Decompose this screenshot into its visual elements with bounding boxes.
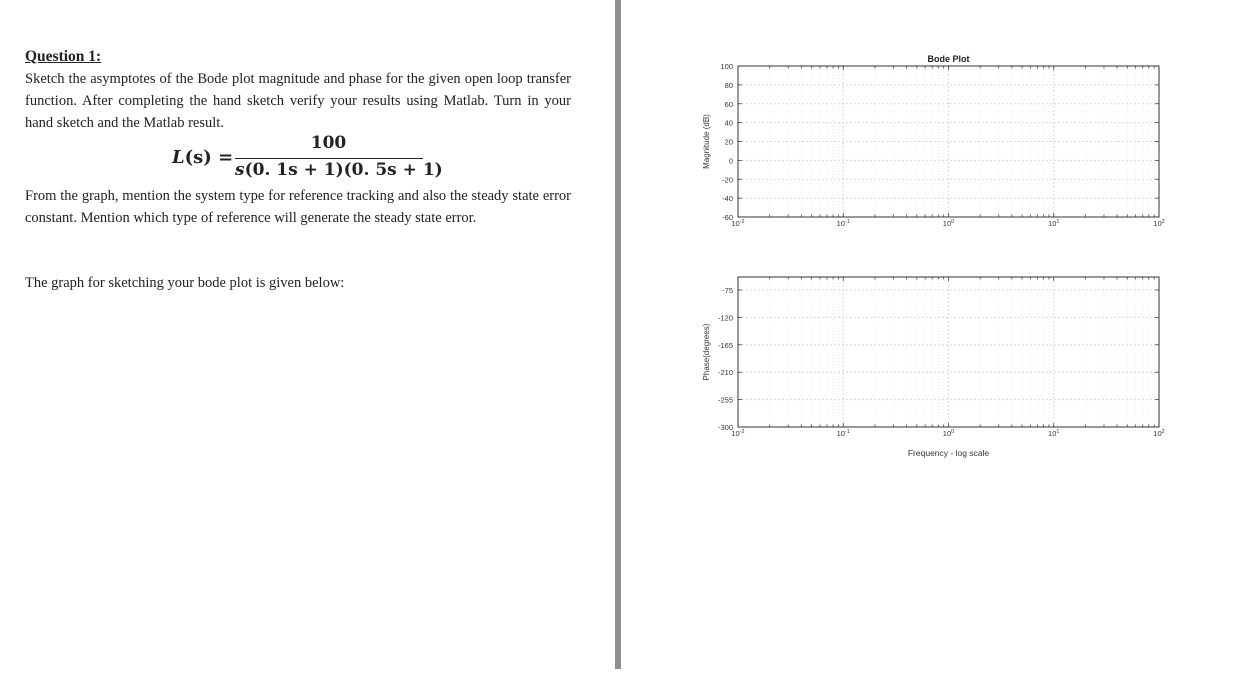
lhs-symbol: L: [172, 147, 185, 168]
x-tick-label: $10^{-1}$: [836, 219, 850, 228]
fraction-bar: [235, 158, 423, 159]
y-tick-label: -20: [722, 175, 733, 185]
question-title: Question 1:: [25, 48, 102, 65]
y-tick-label: 80: [724, 80, 733, 90]
y-tick-label: -120: [717, 313, 733, 323]
lhs-arg: (s): [184, 147, 212, 168]
plot-title: Bode Plot: [927, 54, 970, 64]
y-tick-label: -40: [722, 194, 733, 204]
equals-sign: =: [218, 147, 234, 168]
graph-intro-paragraph: The graph for sketching your bode plot is given below:: [25, 275, 345, 291]
y-tick-label: -165: [717, 340, 733, 350]
transfer-function-numerator: 100: [310, 133, 347, 153]
y-tick-label: 0: [728, 156, 733, 166]
frequency-axis-label: Frequency - log scale: [907, 448, 990, 458]
y-tick-label: 20: [724, 137, 733, 147]
y-tick-label: -75: [722, 286, 733, 295]
y-tick-label: -300: [717, 423, 733, 432]
transfer-function-lhs: [172, 147, 233, 168]
x-tick-label: $10^{-2}$: [731, 429, 745, 438]
x-tick-label: $10^1$: [1048, 429, 1060, 438]
denominator-factors: (0. 1s + 1)(0. 5s + 1): [244, 160, 443, 180]
transfer-function-denominator: [235, 160, 443, 180]
y-tick-label: -255: [717, 395, 733, 405]
magnitude-axis-label: Magnitude (dB): [702, 114, 711, 169]
y-tick-label: 100: [720, 62, 733, 71]
y-tick-label: -210: [717, 368, 733, 378]
question-paragraph: From the graph, mention the system type for reference tracking and also the steady state error constant. Mention which type of reference will generate the steady state error.: [25, 188, 571, 226]
denominator-s: s: [235, 160, 245, 180]
document-page: [0, 0, 615, 669]
instructions-paragraph: Sketch the asymptotes of the Bode plot magnitude and phase for the given open loop transfer function. After completing the hand sketch verify your results using Matlab. Turn in your hand sketch and the Matlab result.: [25, 71, 571, 131]
x-tick-label: $10^0$: [942, 429, 955, 438]
y-tick-label: -60: [722, 213, 733, 222]
bode-plot-page: [621, 0, 1245, 669]
x-tick-label: $10^2$: [1153, 429, 1165, 438]
x-tick-label: $10^{-1}$: [836, 429, 850, 438]
bode-plot-figure: [621, 0, 1245, 669]
phase-axis-label: Phase(degrees): [702, 323, 711, 381]
x-tick-label: $10^1$: [1048, 219, 1060, 228]
x-tick-label: $10^2$: [1153, 219, 1165, 228]
y-tick-label: 40: [724, 118, 733, 128]
y-tick-label: 60: [724, 99, 733, 109]
x-tick-label: $10^0$: [942, 219, 955, 228]
x-tick-label: $10^{-2}$: [731, 219, 745, 228]
